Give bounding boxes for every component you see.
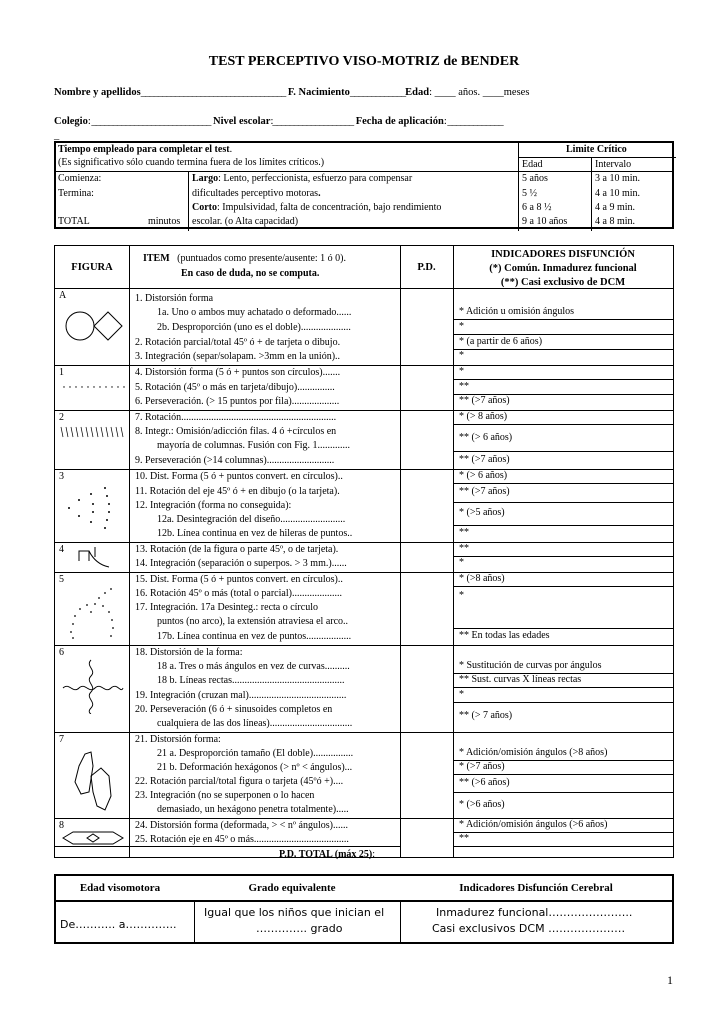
visomotor-age-field[interactable]: De……….. a………….. <box>60 918 177 931</box>
interval-1: 4 a 10 min. <box>595 188 640 199</box>
item-11: 11. Rotación del eje 45º ó + en dibujo (o la tarjeta). <box>135 486 340 497</box>
info-row-2 <box>54 116 503 127</box>
application-date-label: Fecha de aplicación <box>355 116 444 127</box>
item-1: 1. Distorsión forma <box>135 293 214 304</box>
figura-header: FIGURA <box>71 262 113 273</box>
figure-7-drawing <box>71 746 119 816</box>
indicator-4: * <box>459 366 464 377</box>
indicator-0: * Adición u omisión ángulos <box>459 306 574 317</box>
indicator-22: ** (> 7 años) <box>459 710 513 721</box>
page-number: 1 <box>667 973 673 987</box>
name-field[interactable]: __________________________________ <box>140 87 286 98</box>
item-20: 20. Perseveración (6 ó + sinusoides completos en <box>135 704 333 715</box>
item-3: 3. Integración (separ/solapam. >3mm en la unión).. <box>135 351 341 362</box>
indicator-18: ** En todas las edades <box>459 630 550 641</box>
level-field[interactable]: :___________________ <box>270 116 354 127</box>
interval-0: 3 a 10 min. <box>595 173 640 184</box>
item-8-cont: mayoría de columnas. Fusión con Fig. 1............. <box>157 440 351 451</box>
summary-table <box>54 874 674 944</box>
figure-2-label: 2 <box>59 412 64 423</box>
indicator-15: * <box>459 557 464 568</box>
age-2: 6 a 8 ½ <box>522 202 552 213</box>
item-2b: 2b. Desproporción (uno es el doble).................... <box>157 322 351 333</box>
item-8: 8. Integr.: Omisión/adicción filas. 4 ó +círculos en <box>135 426 337 437</box>
figure-6-drawing <box>61 658 125 714</box>
figure-7-label: 7 <box>59 734 64 745</box>
item-16: 16. Rotación 45º o más (total o parcial).................... <box>135 588 342 599</box>
indicator-26: * (>6 años) <box>459 799 505 810</box>
indicator-2: * (a partir de 6 años) <box>459 336 543 347</box>
visomotor-age-header: Edad visomotora <box>79 882 161 894</box>
item-21a: 21 a. Desproporción tamaño (El doble)................ <box>157 748 354 759</box>
critical-limit-header: Limite Crítico <box>566 144 627 155</box>
item-7: 7. Rotación.............................................................. <box>135 412 337 423</box>
item-20-cont: cualquiera de las dos líneas)................................. <box>157 718 353 729</box>
pd-header: P.D. <box>417 262 436 273</box>
dash-mark: _ <box>54 130 60 141</box>
age-1: 5 ½ <box>522 188 537 199</box>
indicator-10: * (> 6 años) <box>459 470 508 481</box>
short-description-2: escolar. (o Alta capacidad) <box>192 216 299 227</box>
item-13: 13. Rotación (de la figura o parte 45º, o de tarjeta). <box>135 544 339 555</box>
figure-a-drawing <box>63 308 127 344</box>
indicator-24: * (>7 años) <box>459 761 505 772</box>
indicators-header-3: (**) Casi exclusivo de DCM <box>500 277 626 288</box>
indicator-13: ** <box>459 527 469 538</box>
figure-3-label: 3 <box>59 471 64 482</box>
item-17-cont: puntos (no arco), la extensión atraviesa el arco.. <box>157 616 349 627</box>
item-5: 5. Rotación (45º o más en tarjeta/dibujo)............... <box>135 382 335 393</box>
item-12: 12. Integración (forma no conseguida): <box>135 500 292 511</box>
end-label: Termina: <box>58 188 94 199</box>
item-18: 18. Distorsión de la forma: <box>135 647 243 658</box>
equivalent-grade-line-1: Igual que los niños que inician el <box>204 906 385 919</box>
indicator-11: ** (>7 años) <box>459 486 510 497</box>
indicator-19: * Sustitución de curvas por ángulos <box>459 660 602 671</box>
item-19: 19. Integración (cruzan mal)....................................... <box>135 690 347 701</box>
indicator-9: ** (>7 años) <box>459 454 510 465</box>
age-3: 9 a 10 años <box>522 216 568 227</box>
application-date-field[interactable]: : _____________ <box>443 116 503 127</box>
short-description: Corto: Impulsividad, falta de concentración, bajo rendimiento <box>192 202 442 213</box>
item-4: 4. Distorsión forma (5 ó + puntos son círculos)....... <box>135 367 341 378</box>
item-14: 14. Integración (separación o superpos. > 3 mm.)...... <box>135 558 347 569</box>
page-title: TEST PERCEPTIVO VISO-MOTRIZ de BENDER <box>208 54 520 69</box>
figure-8-drawing <box>61 830 125 846</box>
indicator-28: ** <box>459 833 469 844</box>
item-15: 15. Dist. Forma (5 ó + puntos convert. en círculos).. <box>135 574 343 585</box>
item-17b: 17b. Línea continua en vez de puntos.................. <box>157 631 352 642</box>
level-label: Nivel escolar <box>213 116 271 127</box>
item-header-note: En caso de duda, no se computa. <box>181 268 320 279</box>
item-header: ITEM (puntuados como presente/ausente: 1 ó 0). <box>143 253 347 264</box>
indicator-23: * Adición/omisión ángulos (>8 años) <box>459 747 608 758</box>
indicators-header-2: (*) Común. Inmadurez funcional <box>489 263 637 274</box>
age-0: 5 años <box>522 173 548 184</box>
item-18b: 18 b. Líneas rectas............................................. <box>157 675 345 686</box>
figure-1-drawing <box>61 382 125 392</box>
indicator-17: * <box>459 590 464 601</box>
item-9: 9. Perseveración (>14 columnas)........................... <box>135 455 335 466</box>
item-17: 17. Integración. 17a Desinteg.: recta o círculo <box>135 602 318 613</box>
figure-1-label: 1 <box>59 367 64 378</box>
indicator-27: * Adición/omisión ángulos (>6 años) <box>459 819 608 830</box>
time-subtitle: (Es significativo sólo cuando termina fuera de los límites críticos.) <box>58 157 325 168</box>
birth-label: F. Nacimiento <box>287 87 350 98</box>
pd-total-label: P.D. TOTAL (máx 25): <box>279 849 376 860</box>
figure-8-label: 8 <box>59 820 64 831</box>
brain-dysfunction-header: Indicadores Disfunción Cerebral <box>459 882 613 894</box>
interval-3: 4 a 8 min. <box>595 216 635 227</box>
item-22: 22. Rotación parcial/total figura o tarjeta (45ºó +).... <box>135 776 344 787</box>
indicator-14: ** <box>459 543 469 554</box>
interval-2: 4 a 9 min. <box>595 202 635 213</box>
figure-a-label: A <box>59 290 67 301</box>
indicator-16: * (>8 años) <box>459 573 505 584</box>
item-12a: 12a. Desintegración del diseño.......................... <box>157 514 346 525</box>
item-23-cont: demasiado, un hexágono penetra totalmente)..... <box>157 804 349 815</box>
item-21: 21. Distorsión forma: <box>135 734 221 745</box>
time-box <box>54 141 674 229</box>
col-age: Edad <box>522 159 543 170</box>
figure-5-label: 5 <box>59 574 64 585</box>
item-2: 2. Rotación parcial/total 45º ó + de tarjeta o dibujo. <box>135 337 341 348</box>
slow-description: Largo: Lento, perfeccionista, esfuerzo para compensar <box>192 173 413 184</box>
item-12b: 12b. Línea continua en vez de hileras de puntos.. <box>157 528 353 539</box>
indicator-1: * <box>459 321 464 332</box>
item-24: 24. Distorsión forma (deformada, > < nº ángulos)...... <box>135 820 348 831</box>
start-label: Comienza: <box>58 173 102 184</box>
indicator-12: * (>5 años) <box>459 507 505 518</box>
figure-5-drawing <box>67 586 123 642</box>
equivalent-grade-field[interactable]: ………….. grado <box>256 922 343 935</box>
indicator-5: ** <box>459 381 469 392</box>
indicator-25: ** (>6 años) <box>459 777 510 788</box>
item-25: 25. Rotación eje en 45º o más...................................... <box>135 834 349 845</box>
age-field[interactable]: : ____ años. ____meses <box>429 87 530 98</box>
minutes-label: minutos <box>148 216 181 227</box>
school-field[interactable]: : ____________________________ <box>87 116 211 127</box>
item-10: 10. Dist. Forma (5 ó + puntos convert. en círculos).. <box>135 471 343 482</box>
figure-6-label: 6 <box>59 647 64 658</box>
item-6: 6. Perseveración. (> 15 puntos por fila)................... <box>135 396 340 407</box>
indicator-3: * <box>459 350 464 361</box>
item-18a: 18 a. Tres o más ángulos en vez de curvas.......... <box>157 661 350 672</box>
item-23: 23. Integración (no se superponen o lo hacen <box>135 790 315 801</box>
time-header: Tiempo empleado para completar el test. <box>58 144 233 155</box>
figure-4-drawing <box>75 545 115 571</box>
dcm-exclusive-field[interactable]: Casi exclusivos DCM ………………… <box>432 922 626 935</box>
indicator-7: * (> 8 años) <box>459 411 508 422</box>
indicator-20: ** Sust. curvas X líneas rectas <box>459 674 582 685</box>
total-label: TOTAL <box>58 216 90 227</box>
equivalent-grade-header: Grado equivalente <box>248 882 336 894</box>
functional-immaturity-field[interactable]: Inmadurez funcional………………….. <box>436 906 633 919</box>
indicator-8: ** (> 6 años) <box>459 432 513 443</box>
name-label: Nombre y apellidos <box>54 87 141 98</box>
figure-4-label: 4 <box>59 544 64 555</box>
scoring-table <box>54 245 674 858</box>
indicator-21: * <box>459 689 464 700</box>
slow-description-2: dificultades perceptivo motoras. <box>192 188 321 199</box>
col-interval: Intervalo <box>595 159 632 170</box>
birth-field[interactable]: _____________ <box>349 87 406 98</box>
indicators-header-1: INDICADORES DISFUNCIÓN <box>491 249 635 260</box>
item-1a: 1a. Uno o ambos muy achatado o deformado...... <box>157 307 352 318</box>
indicator-6: ** (>7 años) <box>459 395 510 406</box>
school-label: Colegio <box>54 116 88 127</box>
info-row-1 <box>54 87 529 98</box>
age-label: Edad <box>405 87 430 98</box>
figure-3-drawing <box>61 484 125 532</box>
item-21b: 21 b. Deformación hexágonos (> nº < ángulos)... <box>157 762 353 773</box>
figure-2-drawing <box>59 425 127 439</box>
